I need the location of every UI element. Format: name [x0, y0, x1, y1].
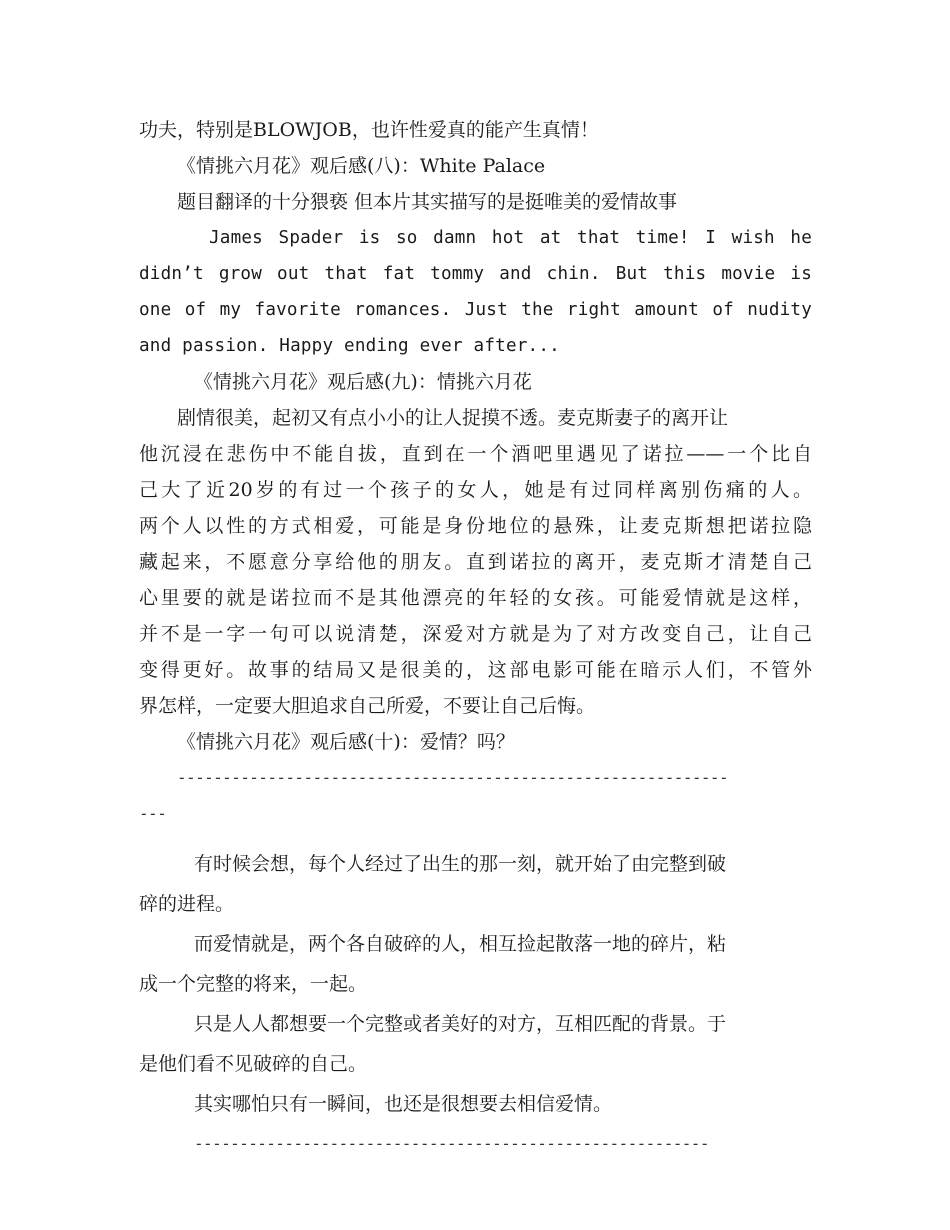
section-heading: 《情挑六月花》观后感(十)：爱情？吗？: [177, 731, 515, 753]
text-line: 只是人人都想要一个完整或者美好的对方，互相匹配的背景。于: [194, 1013, 727, 1035]
separator-line: ---: [139, 804, 167, 823]
text-line: 有时候会想，每个人经过了出生的那一刻，就开始了由完整到破: [194, 853, 727, 875]
text-line: 他沉浸在悲伤中不能自拔，直到在一个酒吧里遇见了诺拉——一个比自: [139, 443, 812, 465]
text-line: 己大了近20岁的有过一个孩子的女人，她是有过同样离别伤痛的人。: [139, 479, 812, 501]
text-line: 界怎样，一定要大胆追求自己所爱，不要让自己后悔。: [139, 695, 596, 717]
separator-line: ---------------------------------------------------------: [194, 1134, 709, 1153]
text-line: 而爱情就是，两个各自破碎的人，相互捡起散落一地的碎片，粘: [194, 933, 727, 955]
text-line: 成一个完整的将来，一起。: [139, 973, 368, 995]
section-heading: 《情挑六月花》观后感(九)：情挑六月花: [194, 371, 532, 393]
document-page: [139, 112, 812, 1162]
separator-line: -------------------------------------------------------------: [177, 768, 729, 787]
text-line: 心里要的就是诺拉而不是其他漂亮的年轻的女孩。可能爱情就是这样，: [139, 587, 812, 609]
text-line: 变得更好。故事的结局又是很美的，这部电影可能在暗示人们，不管外: [139, 659, 812, 681]
text-line: 题目翻译的十分猥亵 但本片其实描写的是挺唯美的爱情故事: [177, 191, 678, 213]
section-heading: 《情挑六月花》观后感(八)：White Palace: [177, 155, 546, 177]
text-line: 是他们看不见破碎的自己。: [139, 1053, 368, 1075]
text-line: 其实哪怕只有一瞬间，也还是很想要去相信爱情。: [194, 1093, 613, 1115]
text-line: one of my favorite romances. Just the right amount of nudity: [139, 300, 812, 320]
text-line: James Spader is so damn hot at that time! I wish he: [209, 228, 812, 248]
text-line: 剧情很美，起初又有点小小的让人捉摸不透。麦克斯妻子的离开让: [177, 407, 729, 429]
text-line: 碎的进程。: [139, 893, 235, 915]
text-line: 功夫，特别是BLOWJOB，也许性爱真的能产生真情！: [139, 119, 599, 141]
text-line: 并不是一字一句可以说清楚，深爱对方就是为了对方改变自己，让自己: [139, 623, 812, 645]
text-line: 两个人以性的方式相爱，可能是身份地位的悬殊，让麦克斯想把诺拉隐: [139, 515, 812, 537]
text-line: and passion. Happy ending ever after...: [139, 336, 560, 356]
text-line: 藏起来，不愿意分享给他的朋友。直到诺拉的离开，麦克斯才清楚自己: [139, 551, 812, 573]
text-line: didn’t grow out that fat tommy and chin. But this movie is: [139, 264, 812, 284]
